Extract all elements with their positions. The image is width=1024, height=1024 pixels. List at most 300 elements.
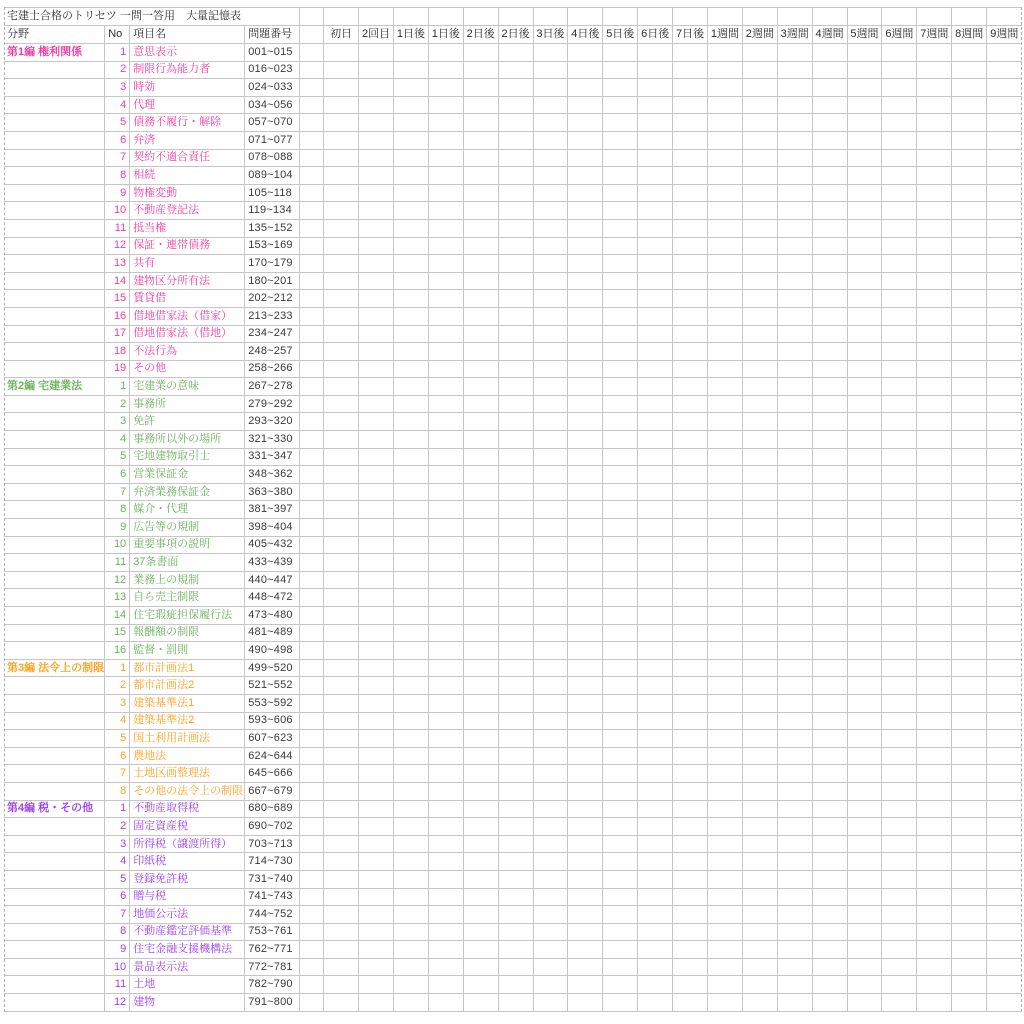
schedule-cell[interactable] <box>498 835 533 853</box>
schedule-cell[interactable] <box>987 747 1022 765</box>
schedule-cell[interactable] <box>952 941 987 959</box>
schedule-cell[interactable] <box>498 941 533 959</box>
schedule-cell[interactable] <box>812 554 847 572</box>
schedule-cell[interactable] <box>498 149 533 167</box>
schedule-cell[interactable] <box>777 976 812 994</box>
schedule-cell[interactable] <box>638 694 673 712</box>
schedule-cell[interactable] <box>463 554 498 572</box>
schedule-cell[interactable] <box>533 149 568 167</box>
schedule-cell[interactable] <box>847 343 882 361</box>
schedule-cell[interactable] <box>742 941 777 959</box>
schedule-cell[interactable] <box>568 765 603 783</box>
schedule-cell[interactable] <box>533 941 568 959</box>
schedule-cell[interactable] <box>707 149 742 167</box>
schedule-cell[interactable] <box>638 395 673 413</box>
schedule-cell[interactable] <box>917 730 952 748</box>
schedule-cell[interactable] <box>812 694 847 712</box>
schedule-cell[interactable] <box>917 677 952 695</box>
schedule-cell[interactable] <box>428 818 463 836</box>
schedule-cell[interactable] <box>638 219 673 237</box>
schedule-cell[interactable] <box>463 659 498 677</box>
schedule-cell[interactable] <box>742 184 777 202</box>
schedule-cell[interactable] <box>498 360 533 378</box>
schedule-cell[interactable] <box>568 642 603 660</box>
schedule-cell[interactable] <box>882 694 917 712</box>
schedule-cell[interactable] <box>987 782 1022 800</box>
schedule-cell[interactable] <box>638 941 673 959</box>
schedule-cell[interactable] <box>638 8 673 26</box>
schedule-cell[interactable] <box>324 870 359 888</box>
schedule-cell[interactable] <box>324 272 359 290</box>
schedule-cell[interactable] <box>777 167 812 185</box>
schedule-cell[interactable] <box>324 835 359 853</box>
schedule-cell[interactable] <box>428 888 463 906</box>
schedule-cell[interactable] <box>777 466 812 484</box>
schedule-cell[interactable] <box>498 730 533 748</box>
schedule-cell[interactable] <box>673 941 708 959</box>
schedule-cell[interactable] <box>742 536 777 554</box>
schedule-cell[interactable] <box>882 378 917 396</box>
schedule-cell[interactable] <box>917 694 952 712</box>
schedule-cell[interactable] <box>777 782 812 800</box>
schedule-cell[interactable] <box>812 149 847 167</box>
schedule-cell[interactable] <box>917 360 952 378</box>
schedule-cell[interactable] <box>428 131 463 149</box>
schedule-cell[interactable] <box>463 255 498 273</box>
schedule-cell[interactable] <box>917 131 952 149</box>
schedule-cell[interactable] <box>952 272 987 290</box>
schedule-cell[interactable] <box>638 730 673 748</box>
schedule-cell[interactable] <box>359 624 394 642</box>
schedule-cell[interactable] <box>603 290 638 308</box>
schedule-cell[interactable] <box>463 571 498 589</box>
schedule-cell[interactable] <box>463 79 498 97</box>
schedule-cell[interactable] <box>742 554 777 572</box>
schedule-cell[interactable] <box>603 870 638 888</box>
schedule-cell[interactable] <box>324 448 359 466</box>
schedule-cell[interactable] <box>952 343 987 361</box>
schedule-cell[interactable] <box>359 870 394 888</box>
schedule-cell[interactable] <box>359 589 394 607</box>
schedule-cell[interactable] <box>638 325 673 343</box>
schedule-cell[interactable] <box>952 694 987 712</box>
schedule-cell[interactable] <box>568 466 603 484</box>
schedule-cell[interactable] <box>359 677 394 695</box>
schedule-cell[interactable] <box>568 96 603 114</box>
schedule-cell[interactable] <box>324 782 359 800</box>
schedule-cell[interactable] <box>882 800 917 818</box>
schedule-cell[interactable] <box>742 853 777 871</box>
schedule-cell[interactable] <box>987 431 1022 449</box>
schedule-cell[interactable] <box>952 818 987 836</box>
schedule-cell[interactable] <box>882 782 917 800</box>
schedule-cell[interactable] <box>742 431 777 449</box>
schedule-cell[interactable] <box>568 536 603 554</box>
schedule-cell[interactable] <box>359 61 394 79</box>
schedule-cell[interactable] <box>568 958 603 976</box>
schedule-cell[interactable] <box>952 202 987 220</box>
schedule-cell[interactable] <box>324 96 359 114</box>
schedule-cell[interactable] <box>568 659 603 677</box>
schedule-cell[interactable] <box>463 870 498 888</box>
schedule-cell[interactable] <box>987 589 1022 607</box>
schedule-cell[interactable] <box>324 624 359 642</box>
schedule-cell[interactable] <box>359 941 394 959</box>
schedule-cell[interactable] <box>463 712 498 730</box>
schedule-cell[interactable] <box>742 747 777 765</box>
schedule-cell[interactable] <box>533 923 568 941</box>
schedule-cell[interactable] <box>428 325 463 343</box>
schedule-cell[interactable] <box>638 96 673 114</box>
schedule-cell[interactable] <box>463 431 498 449</box>
schedule-cell[interactable] <box>498 378 533 396</box>
schedule-cell[interactable] <box>428 413 463 431</box>
schedule-cell[interactable] <box>533 483 568 501</box>
schedule-cell[interactable] <box>777 747 812 765</box>
schedule-cell[interactable] <box>987 466 1022 484</box>
schedule-cell[interactable] <box>603 483 638 501</box>
schedule-cell[interactable] <box>707 219 742 237</box>
schedule-cell[interactable] <box>742 906 777 924</box>
schedule-cell[interactable] <box>428 571 463 589</box>
schedule-cell[interactable] <box>533 712 568 730</box>
schedule-cell[interactable] <box>324 343 359 361</box>
schedule-cell[interactable] <box>882 131 917 149</box>
schedule-cell[interactable] <box>603 202 638 220</box>
schedule-cell[interactable] <box>463 44 498 62</box>
schedule-cell[interactable] <box>777 800 812 818</box>
schedule-cell[interactable] <box>952 870 987 888</box>
schedule-cell[interactable] <box>777 114 812 132</box>
schedule-cell[interactable] <box>498 202 533 220</box>
schedule-cell[interactable] <box>777 325 812 343</box>
schedule-cell[interactable] <box>707 501 742 519</box>
schedule-cell[interactable] <box>359 237 394 255</box>
schedule-cell[interactable] <box>917 782 952 800</box>
schedule-cell[interactable] <box>847 483 882 501</box>
schedule-cell[interactable] <box>742 800 777 818</box>
schedule-cell[interactable] <box>847 149 882 167</box>
schedule-cell[interactable] <box>987 818 1022 836</box>
schedule-cell[interactable] <box>742 448 777 466</box>
schedule-cell[interactable] <box>812 184 847 202</box>
schedule-cell[interactable] <box>533 659 568 677</box>
schedule-cell[interactable] <box>603 624 638 642</box>
schedule-cell[interactable] <box>987 571 1022 589</box>
schedule-cell[interactable] <box>707 431 742 449</box>
schedule-cell[interactable] <box>533 536 568 554</box>
schedule-cell[interactable] <box>707 589 742 607</box>
schedule-cell[interactable] <box>812 219 847 237</box>
schedule-cell[interactable] <box>638 659 673 677</box>
schedule-cell[interactable] <box>324 202 359 220</box>
schedule-cell[interactable] <box>638 607 673 625</box>
schedule-cell[interactable] <box>428 747 463 765</box>
schedule-cell[interactable] <box>428 184 463 202</box>
schedule-cell[interactable] <box>568 114 603 132</box>
schedule-cell[interactable] <box>359 994 394 1012</box>
schedule-cell[interactable] <box>533 835 568 853</box>
schedule-cell[interactable] <box>987 906 1022 924</box>
schedule-cell[interactable] <box>324 853 359 871</box>
schedule-cell[interactable] <box>324 712 359 730</box>
schedule-cell[interactable] <box>812 255 847 273</box>
schedule-cell[interactable] <box>812 536 847 554</box>
schedule-cell[interactable] <box>638 413 673 431</box>
schedule-cell[interactable] <box>882 360 917 378</box>
schedule-cell[interactable] <box>673 554 708 572</box>
schedule-cell[interactable] <box>742 202 777 220</box>
schedule-cell[interactable] <box>324 730 359 748</box>
schedule-cell[interactable] <box>463 818 498 836</box>
schedule-cell[interactable] <box>882 923 917 941</box>
schedule-cell[interactable] <box>952 765 987 783</box>
schedule-cell[interactable] <box>638 994 673 1012</box>
schedule-cell[interactable] <box>533 61 568 79</box>
schedule-cell[interactable] <box>812 730 847 748</box>
schedule-cell[interactable] <box>359 343 394 361</box>
schedule-cell[interactable] <box>882 395 917 413</box>
schedule-cell[interactable] <box>463 184 498 202</box>
schedule-cell[interactable] <box>742 96 777 114</box>
schedule-cell[interactable] <box>324 360 359 378</box>
schedule-cell[interactable] <box>952 554 987 572</box>
schedule-cell[interactable] <box>952 782 987 800</box>
schedule-cell[interactable] <box>847 501 882 519</box>
schedule-cell[interactable] <box>847 782 882 800</box>
schedule-cell[interactable] <box>673 923 708 941</box>
schedule-cell[interactable] <box>463 202 498 220</box>
schedule-cell[interactable] <box>882 870 917 888</box>
schedule-cell[interactable] <box>707 659 742 677</box>
schedule-cell[interactable] <box>603 888 638 906</box>
schedule-cell[interactable] <box>847 589 882 607</box>
schedule-cell[interactable] <box>428 307 463 325</box>
schedule-cell[interactable] <box>568 378 603 396</box>
schedule-cell[interactable] <box>603 255 638 273</box>
schedule-cell[interactable] <box>952 994 987 1012</box>
schedule-cell[interactable] <box>393 941 428 959</box>
schedule-cell[interactable] <box>812 360 847 378</box>
schedule-cell[interactable] <box>603 941 638 959</box>
schedule-cell[interactable] <box>952 712 987 730</box>
schedule-cell[interactable] <box>882 888 917 906</box>
schedule-cell[interactable] <box>882 835 917 853</box>
schedule-cell[interactable] <box>498 343 533 361</box>
schedule-cell[interactable] <box>812 906 847 924</box>
schedule-cell[interactable] <box>568 888 603 906</box>
schedule-cell[interactable] <box>393 870 428 888</box>
schedule-cell[interactable] <box>987 167 1022 185</box>
schedule-cell[interactable] <box>707 853 742 871</box>
schedule-cell[interactable] <box>393 800 428 818</box>
schedule-cell[interactable] <box>533 325 568 343</box>
schedule-cell[interactable] <box>359 184 394 202</box>
schedule-cell[interactable] <box>324 607 359 625</box>
schedule-cell[interactable] <box>498 958 533 976</box>
schedule-cell[interactable] <box>603 325 638 343</box>
schedule-cell[interactable] <box>707 571 742 589</box>
schedule-cell[interactable] <box>673 694 708 712</box>
schedule-cell[interactable] <box>324 184 359 202</box>
schedule-cell[interactable] <box>498 395 533 413</box>
schedule-cell[interactable] <box>568 818 603 836</box>
schedule-cell[interactable] <box>673 255 708 273</box>
schedule-cell[interactable] <box>882 466 917 484</box>
schedule-cell[interactable] <box>882 114 917 132</box>
schedule-cell[interactable] <box>812 96 847 114</box>
schedule-cell[interactable] <box>568 272 603 290</box>
schedule-cell[interactable] <box>533 730 568 748</box>
schedule-cell[interactable] <box>777 888 812 906</box>
schedule-cell[interactable] <box>673 624 708 642</box>
schedule-cell[interactable] <box>707 694 742 712</box>
schedule-cell[interactable] <box>603 184 638 202</box>
schedule-cell[interactable] <box>777 818 812 836</box>
schedule-cell[interactable] <box>533 114 568 132</box>
schedule-cell[interactable] <box>987 343 1022 361</box>
schedule-cell[interactable] <box>673 290 708 308</box>
schedule-cell[interactable] <box>847 237 882 255</box>
schedule-cell[interactable] <box>533 624 568 642</box>
schedule-cell[interactable] <box>847 448 882 466</box>
schedule-cell[interactable] <box>568 167 603 185</box>
schedule-cell[interactable] <box>917 906 952 924</box>
schedule-cell[interactable] <box>952 958 987 976</box>
schedule-cell[interactable] <box>603 853 638 871</box>
schedule-cell[interactable] <box>324 501 359 519</box>
schedule-cell[interactable] <box>324 237 359 255</box>
schedule-cell[interactable] <box>603 976 638 994</box>
schedule-cell[interactable] <box>568 448 603 466</box>
schedule-cell[interactable] <box>359 167 394 185</box>
schedule-cell[interactable] <box>393 835 428 853</box>
schedule-cell[interactable] <box>952 624 987 642</box>
schedule-cell[interactable] <box>393 501 428 519</box>
schedule-cell[interactable] <box>847 870 882 888</box>
schedule-cell[interactable] <box>568 923 603 941</box>
schedule-cell[interactable] <box>952 800 987 818</box>
schedule-cell[interactable] <box>812 8 847 26</box>
schedule-cell[interactable] <box>568 677 603 695</box>
schedule-cell[interactable] <box>498 994 533 1012</box>
schedule-cell[interactable] <box>917 888 952 906</box>
schedule-cell[interactable] <box>359 378 394 396</box>
schedule-cell[interactable] <box>568 431 603 449</box>
schedule-cell[interactable] <box>603 694 638 712</box>
schedule-cell[interactable] <box>324 114 359 132</box>
schedule-cell[interactable] <box>603 835 638 853</box>
schedule-cell[interactable] <box>463 994 498 1012</box>
schedule-cell[interactable] <box>742 131 777 149</box>
schedule-cell[interactable] <box>812 870 847 888</box>
schedule-cell[interactable] <box>428 712 463 730</box>
schedule-cell[interactable] <box>917 835 952 853</box>
schedule-cell[interactable] <box>952 466 987 484</box>
schedule-cell[interactable] <box>324 976 359 994</box>
schedule-cell[interactable] <box>812 923 847 941</box>
schedule-cell[interactable] <box>638 800 673 818</box>
schedule-cell[interactable] <box>393 659 428 677</box>
schedule-cell[interactable] <box>742 958 777 976</box>
schedule-cell[interactable] <box>673 958 708 976</box>
schedule-cell[interactable] <box>707 131 742 149</box>
schedule-cell[interactable] <box>673 835 708 853</box>
schedule-cell[interactable] <box>952 888 987 906</box>
schedule-cell[interactable] <box>603 219 638 237</box>
schedule-cell[interactable] <box>673 131 708 149</box>
schedule-cell[interactable] <box>952 79 987 97</box>
schedule-cell[interactable] <box>777 765 812 783</box>
schedule-cell[interactable] <box>917 307 952 325</box>
schedule-cell[interactable] <box>533 589 568 607</box>
schedule-cell[interactable] <box>359 853 394 871</box>
schedule-cell[interactable] <box>568 360 603 378</box>
schedule-cell[interactable] <box>463 853 498 871</box>
schedule-cell[interactable] <box>882 448 917 466</box>
schedule-cell[interactable] <box>742 607 777 625</box>
schedule-cell[interactable] <box>393 536 428 554</box>
schedule-cell[interactable] <box>742 923 777 941</box>
schedule-cell[interactable] <box>533 607 568 625</box>
schedule-cell[interactable] <box>812 853 847 871</box>
schedule-cell[interactable] <box>428 219 463 237</box>
schedule-cell[interactable] <box>673 79 708 97</box>
schedule-cell[interactable] <box>847 167 882 185</box>
schedule-cell[interactable] <box>952 853 987 871</box>
schedule-cell[interactable] <box>847 694 882 712</box>
schedule-cell[interactable] <box>707 448 742 466</box>
schedule-cell[interactable] <box>603 906 638 924</box>
schedule-cell[interactable] <box>463 941 498 959</box>
schedule-cell[interactable] <box>359 466 394 484</box>
schedule-cell[interactable] <box>533 79 568 97</box>
schedule-cell[interactable] <box>742 413 777 431</box>
schedule-cell[interactable] <box>603 730 638 748</box>
schedule-cell[interactable] <box>777 730 812 748</box>
schedule-cell[interactable] <box>324 906 359 924</box>
schedule-cell[interactable] <box>638 624 673 642</box>
schedule-cell[interactable] <box>498 782 533 800</box>
schedule-cell[interactable] <box>812 448 847 466</box>
schedule-cell[interactable] <box>359 114 394 132</box>
schedule-cell[interactable] <box>847 747 882 765</box>
schedule-cell[interactable] <box>742 659 777 677</box>
schedule-cell[interactable] <box>707 343 742 361</box>
schedule-cell[interactable] <box>638 149 673 167</box>
schedule-cell[interactable] <box>533 888 568 906</box>
schedule-cell[interactable] <box>952 131 987 149</box>
schedule-cell[interactable] <box>777 61 812 79</box>
schedule-cell[interactable] <box>463 835 498 853</box>
schedule-cell[interactable] <box>533 360 568 378</box>
schedule-cell[interactable] <box>707 519 742 537</box>
schedule-cell[interactable] <box>498 325 533 343</box>
schedule-cell[interactable] <box>707 307 742 325</box>
schedule-cell[interactable] <box>847 395 882 413</box>
schedule-cell[interactable] <box>742 343 777 361</box>
schedule-cell[interactable] <box>463 536 498 554</box>
schedule-cell[interactable] <box>428 96 463 114</box>
schedule-cell[interactable] <box>428 79 463 97</box>
schedule-cell[interactable] <box>742 114 777 132</box>
schedule-cell[interactable] <box>533 167 568 185</box>
schedule-cell[interactable] <box>707 923 742 941</box>
schedule-cell[interactable] <box>987 44 1022 62</box>
schedule-cell[interactable] <box>882 202 917 220</box>
schedule-cell[interactable] <box>533 870 568 888</box>
schedule-cell[interactable] <box>463 694 498 712</box>
